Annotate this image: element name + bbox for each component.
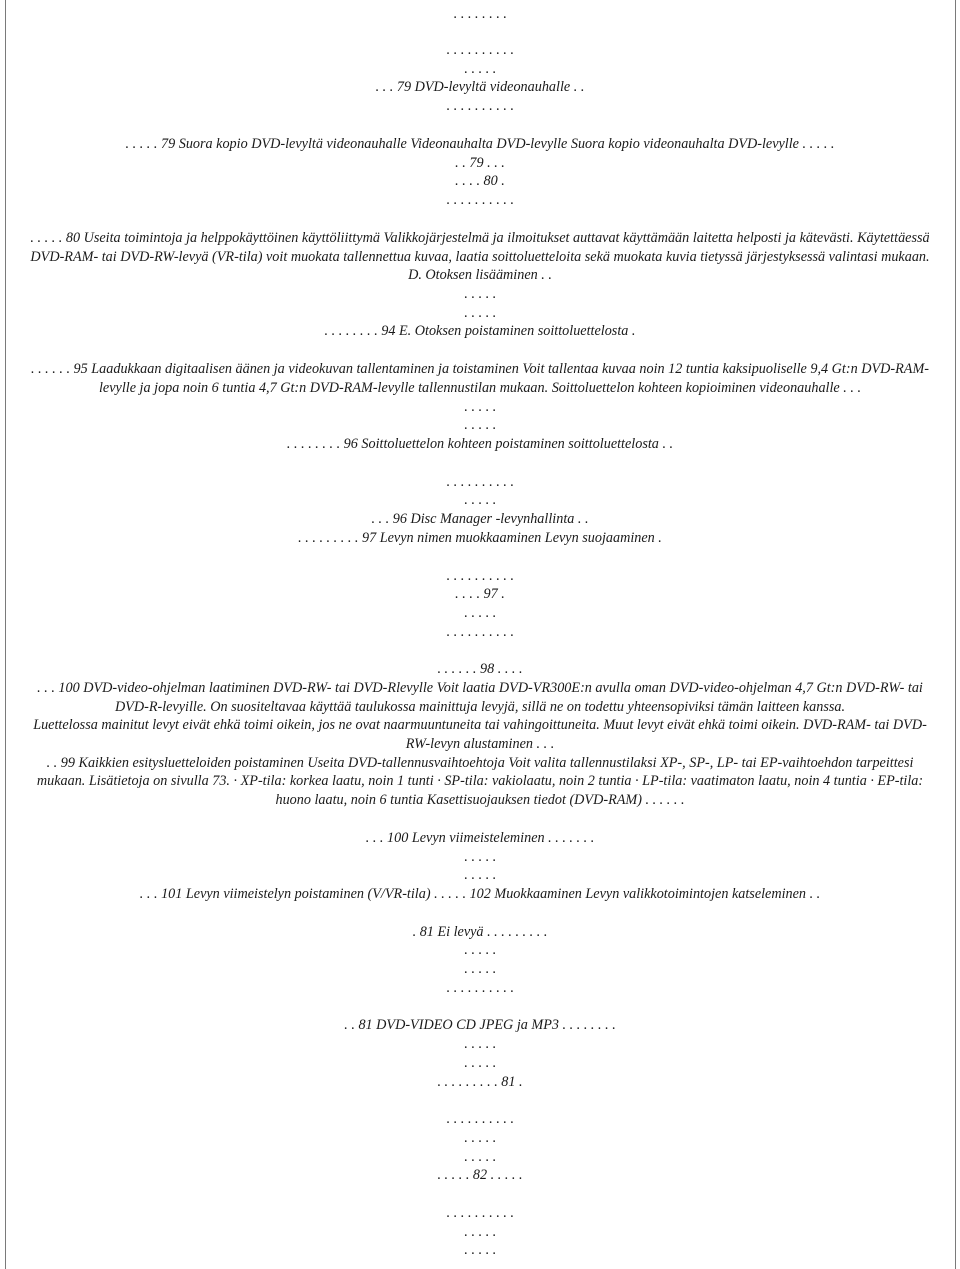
text-line: . . . . . . . . . . (446, 474, 514, 490)
text-line: . . . . . (464, 286, 496, 302)
text-line: . . . . . (464, 1242, 496, 1258)
text-line: Luettelossa mainitut levyt eivät ehkä toimi oikein, jos ne ovat naarmuuntuneita tai vahingoittuneita. Muut levyt eivät ehkä toimi oikein. DVD-RAM- tai DVD- (33, 717, 927, 733)
text-line: . . . 96 Disc Manager -levynhallinta . . (371, 511, 589, 527)
text-line: DVD-R-levyille. On suositeltavaa käyttää taulukossa mainittuja levyjä, sillä ne on todettu yhteensopiviksi tämän laitteen kanssa. (114, 699, 846, 715)
text-line: DVD-RAM- tai DVD-RW-levyä (VR-tila) voit muokata tallennettua kuvaa, laatia soittoluetteloita sekä muokata kuvia tietyssä järjestyksessä valintasi mukaan. (30, 249, 930, 265)
text-line: . . . . . . . . 94 E. Otoksen poistaminen soittoluettelosta . (324, 323, 636, 339)
text-line: . . . . . . . . . 97 Levyn nimen muokkaaminen Levyn suojaaminen . (298, 530, 662, 546)
text-line: . . . . . (464, 1149, 496, 1165)
text-line: . . . . . 79 Suora kopio DVD-levyltä videonauhalle Videonauhalta DVD-levylle Suora kopio videonauhalta DVD-levylle . . . . . (125, 136, 835, 152)
text-line: D. Otoksen lisääminen . . (408, 267, 552, 283)
text-line: . . . . . . . . . . (446, 1111, 514, 1127)
text-line: . . 81 DVD-VIDEO CD JPEG ja MP3 . . . . . . . . (344, 1017, 616, 1033)
text-line: . . 79 . . . (455, 155, 505, 171)
text-line: . . . . 80 . (455, 173, 505, 189)
text-line: levylle ja jopa noin 6 tuntia 4,7 Gt:n DVD-RAM-levylle tallennustilan mukaan. Soittoluettelon kohteen kopioiminen videonauhalle . . . (98, 380, 861, 396)
text-line: . . . . . . . . . . (446, 568, 514, 584)
text-line: . . . . . (464, 1224, 496, 1240)
text-line: . . . . . (464, 1055, 496, 1071)
text-line: . . . . . (464, 867, 496, 883)
text-line: . . . . . (464, 305, 496, 321)
text-line: . . . . . (464, 399, 496, 415)
text-line: . . . . . . . . . . (446, 42, 514, 58)
text-line: . . . . . (464, 61, 496, 77)
text-line: . . . . . . . . 96 Soittoluettelon kohteen poistaminen soittoluettelosta . . (286, 436, 674, 452)
text-line: . . . . . (464, 417, 496, 433)
text-line: . . . . . . . . . . (446, 192, 514, 208)
text-line: mukaan. Lisätietoja on sivulla 73. · XP-tila: korkea laatu, noin 1 tunti · SP-tila: vakiolaatu, noin 2 tuntia · LP-tila: vaatimaton laatu, noin 4 tuntia · EP-tila: (36, 773, 924, 789)
text-line: huono laatu, noin 6 tuntia Kasettisuojauksen tiedot (DVD-RAM) . . . . . . (275, 792, 685, 808)
text-line: . . . . . . . . . . (446, 98, 514, 114)
text-line: . . . . . (464, 961, 496, 977)
text-line: . . . . . 82 . . . . . (437, 1167, 523, 1183)
text-line: . . . . . (464, 605, 496, 621)
text-line: . . . 100 Levyn viimeisteleminen . . . . . . . (365, 830, 595, 846)
text-line: . . . . . . . . . . (446, 980, 514, 996)
text-line: RW-levyn alustaminen . . . (405, 736, 555, 752)
text-line: . . . . . . 98 . . . . (437, 661, 523, 677)
text-line: . . . . . 80 Useita toimintoja ja helppokäyttöinen käyttöliittymä Valikkojärjestelmä ja ilmoitukset auttavat käyttämään laitetta helposti ja kätevästi. Käytettäessä (30, 230, 930, 246)
text-line: . . . . . (464, 849, 496, 865)
text-line: . . . . . (464, 942, 496, 958)
text-line: . . . . . . . . (453, 6, 507, 22)
text-line: . . . . . . 95 Laadukkaan digitaalisen äänen ja videokuvan tallentaminen ja toistaminen Voit tallentaa kuvaa noin 12 tuntia kaksipuoliselle 9,4 Gt:n DVD-RAM- (30, 361, 929, 377)
text-line: . . . 101 Levyn viimeistelyn poistaminen (V/VR-tila) . . . . . 102 Muokkaaminen Levyn valikkotoimintojen katseleminen . . (139, 886, 821, 902)
text-line: . 81 Ei levyä . . . . . . . . . (412, 924, 548, 940)
text-line: . . . . . . . . . 81 . (437, 1074, 523, 1090)
text-line: . . . . . (464, 1036, 496, 1052)
text-line: . . . . . . . . . . (446, 1205, 514, 1221)
text-line: . . . . 97 . (455, 586, 505, 602)
text-line: . . . . . (464, 1130, 496, 1146)
text-line: . . . 100 DVD-video-ohjelman laatiminen DVD-RW- tai DVD-Rlevylle Voit laatia DVD-VR300E:n avulla oman DVD-video-ohjelman 4,7 Gt:n DVD-RW- tai (37, 680, 923, 696)
text-line: . . . . . (464, 492, 496, 508)
text-line: . . 99 Kaikkien esitysluetteloiden poistaminen Useita DVD-tallennusvaihtoehtoja Voit valita tallennustilaksi XP-, SP-, LP- tai EP-vaihtoehdon tarpeittesi (46, 755, 914, 771)
text-line: . . . 79 DVD-levyltä videonauhalle . . (375, 79, 585, 95)
text-line: . . . . . . . . . . (446, 624, 514, 640)
